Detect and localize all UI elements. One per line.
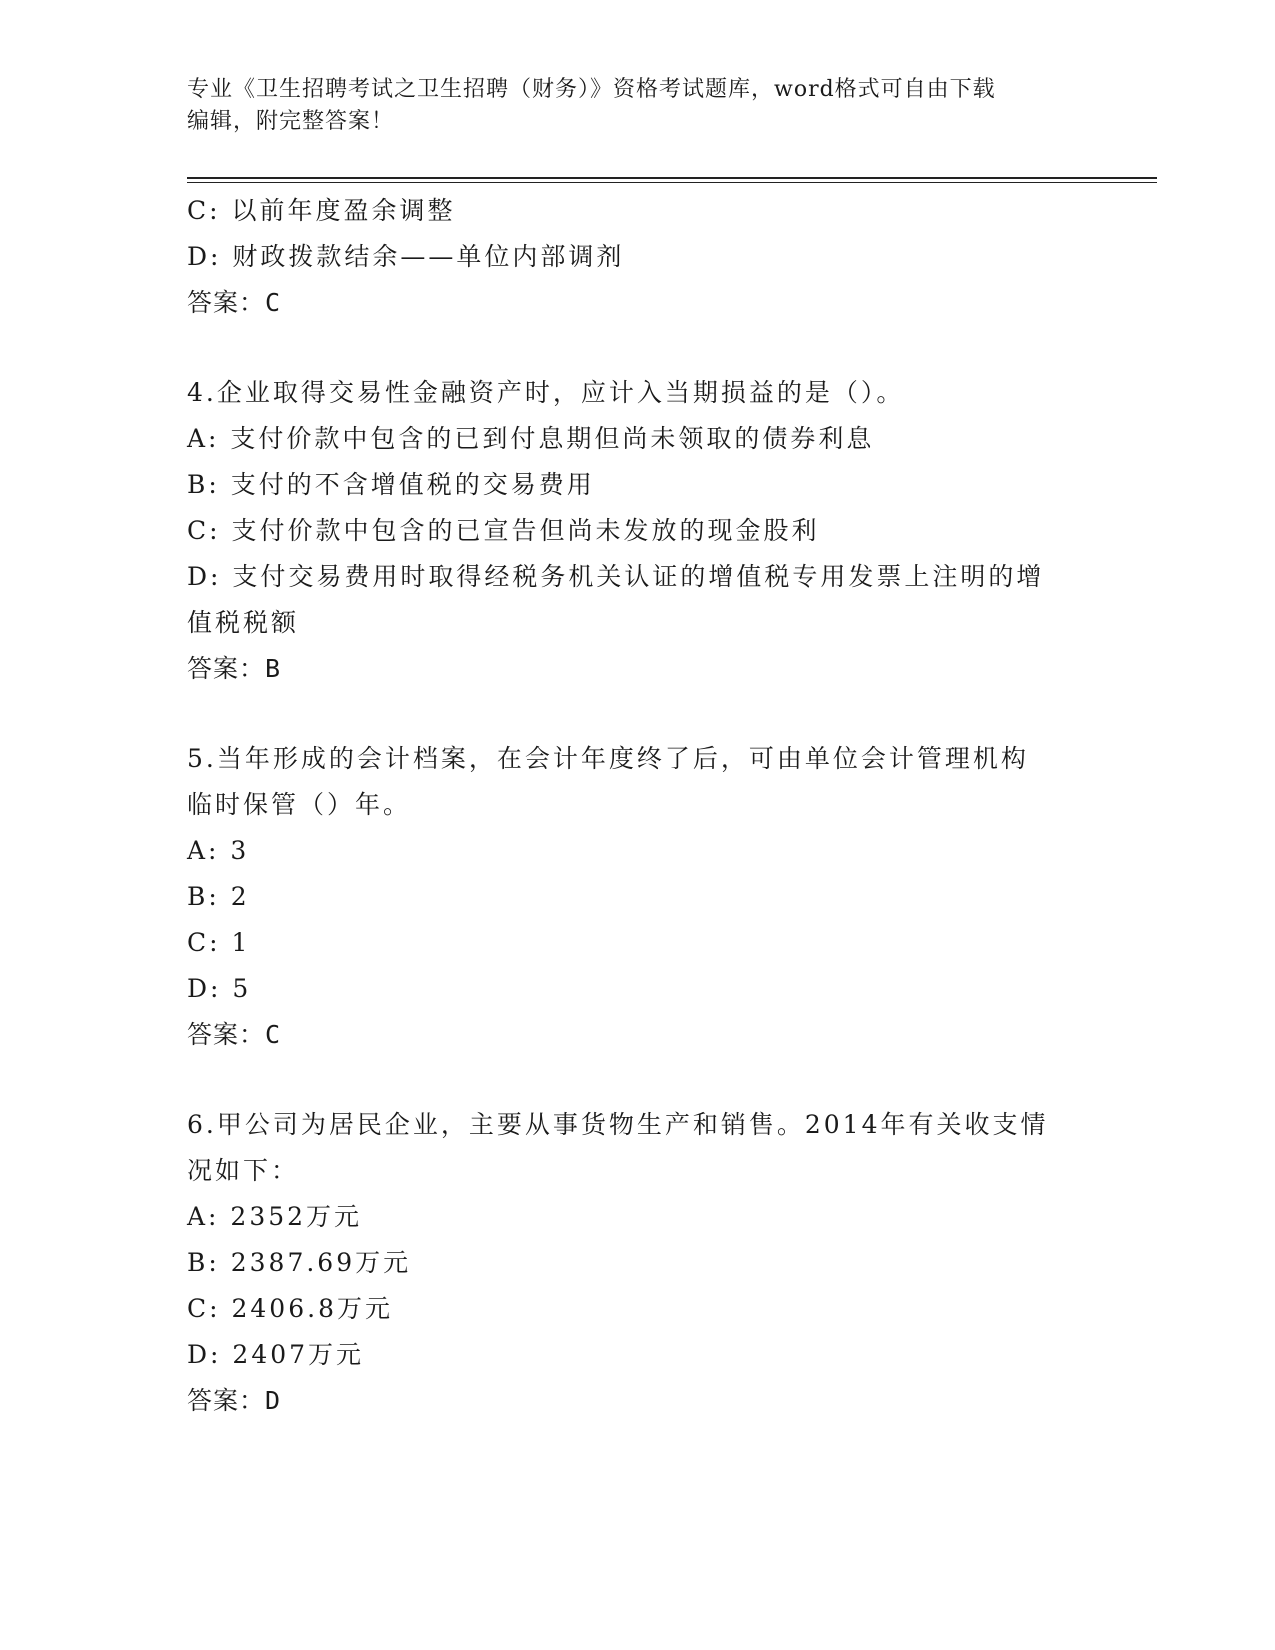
q5-option-c: C: 1 — [187, 928, 251, 957]
q6-question-line-2: 况如下： — [187, 1156, 300, 1185]
q5-question-line-1: 5.当年形成的会计档案，在会计年度终了后，可由单位会计管理机构 — [187, 744, 1029, 773]
q6-option-b: B: 2387.69万元 — [187, 1248, 412, 1277]
question-3-remainder — [187, 188, 1087, 326]
q3-option-c: C: 以前年度盈余调整 — [187, 196, 456, 225]
q4-option-b: B: 支付的不含增值税的交易费用 — [187, 470, 595, 499]
q5-option-b: B: 2 — [187, 882, 250, 911]
header-line-1: 专业《卫生招聘考试之卫生招聘（财务）》资格考试题库，word格式可自由下载 — [187, 77, 996, 102]
q4-option-d-line-1: D: 支付交易费用时取得经税务机关认证的增值税专用发票上注明的增 — [187, 562, 1045, 591]
question-content — [187, 188, 1087, 1424]
q4-answer: 答案：B — [187, 654, 282, 683]
q4-question: 4.企业取得交易性金融资产时，应计入当期损益的是（）。 — [187, 378, 905, 407]
q6-answer: 答案：D — [187, 1386, 282, 1415]
q3-option-d: D: 财政拨款结余——单位内部调剂 — [187, 242, 625, 271]
q5-option-a: A: 3 — [187, 836, 250, 865]
question-5 — [187, 736, 1087, 1058]
header-line-2: 编辑，附完整答案！ — [187, 109, 395, 134]
header-divider-thick — [187, 177, 1157, 179]
q6-option-a: A: 2352万元 — [187, 1202, 363, 1231]
question-4 — [187, 370, 1087, 692]
spacer — [187, 1058, 1087, 1102]
spacer — [187, 692, 1087, 736]
q6-option-d: D: 2407万元 — [187, 1340, 365, 1369]
question-6 — [187, 1102, 1087, 1424]
q5-question-line-2: 临时保管（）年。 — [187, 790, 412, 819]
spacer — [187, 326, 1087, 370]
q4-option-d-line-2: 值税税额 — [187, 608, 300, 637]
q3-answer: 答案：C — [187, 288, 282, 317]
q6-option-c: C: 2406.8万元 — [187, 1294, 393, 1323]
header-divider-thin — [187, 182, 1157, 183]
q6-question-line-1: 6.甲公司为居民企业，主要从事货物生产和销售。2014年有关收支情 — [187, 1110, 1049, 1139]
document-header — [187, 74, 1067, 138]
q5-option-d: D: 5 — [187, 974, 252, 1003]
q4-option-c: C: 支付价款中包含的已宣告但尚未发放的现金股利 — [187, 516, 820, 545]
q4-option-a: A: 支付价款中包含的已到付息期但尚未领取的债券利息 — [187, 424, 875, 453]
q5-answer: 答案：C — [187, 1020, 282, 1049]
